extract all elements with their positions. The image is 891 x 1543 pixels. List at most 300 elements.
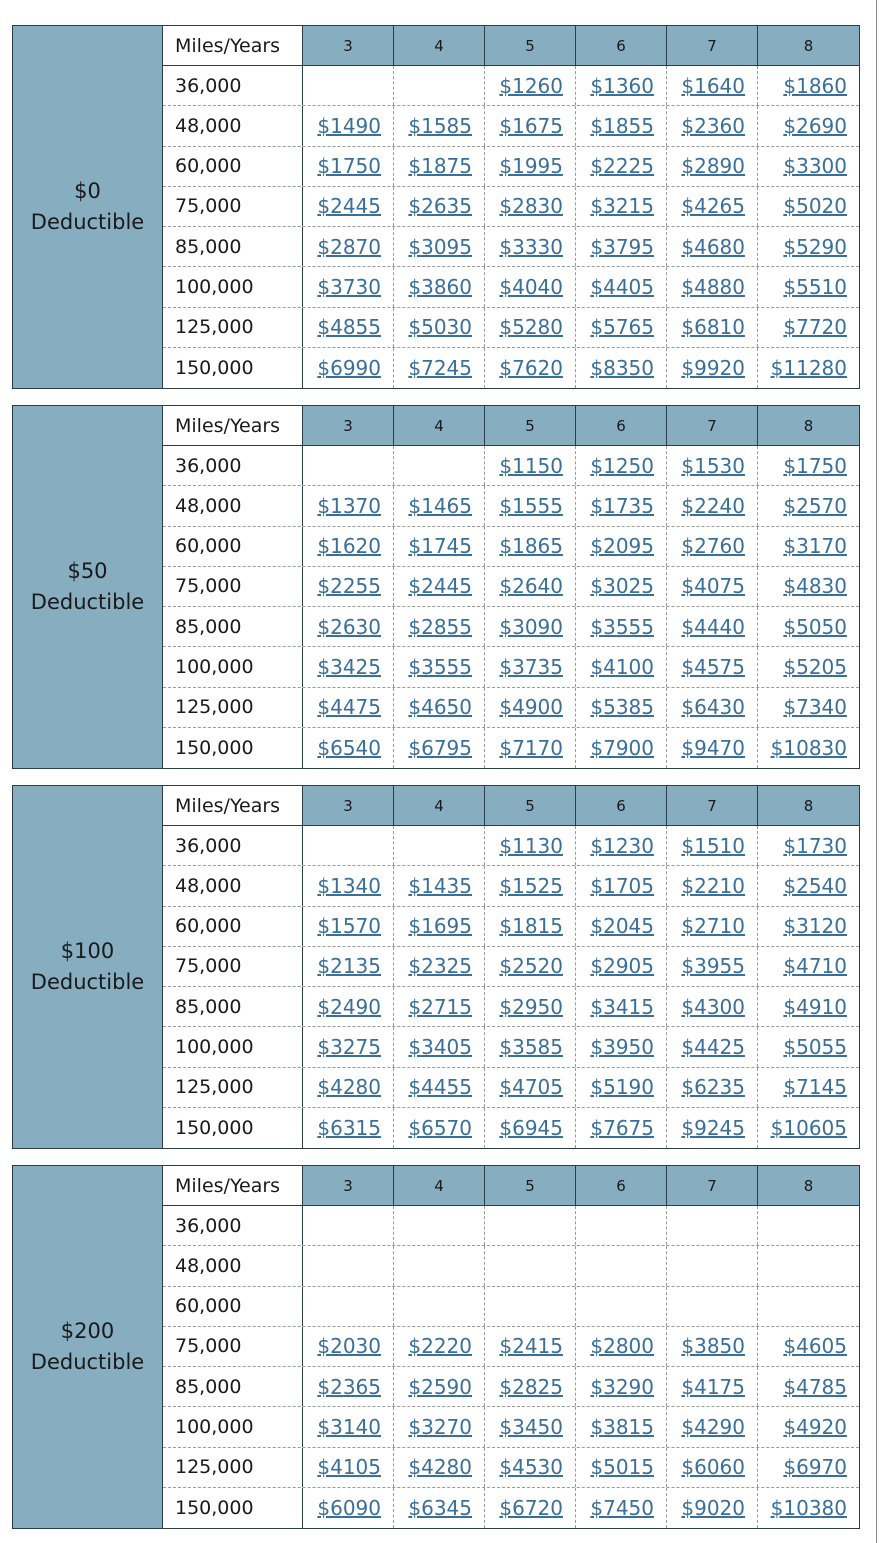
price-link[interactable]: $9470 xyxy=(681,735,745,760)
price-link[interactable]: $6720 xyxy=(499,1495,563,1520)
price-link[interactable]: $6795 xyxy=(408,735,472,760)
price-link[interactable]: $1150 xyxy=(499,453,563,478)
price-link[interactable]: $3585 xyxy=(499,1034,563,1059)
price-cell xyxy=(485,147,576,186)
year-header: 4 xyxy=(394,1166,485,1205)
price-link[interactable]: $7675 xyxy=(590,1115,654,1140)
price-link[interactable]: $2950 xyxy=(499,994,563,1019)
price-cell xyxy=(758,1027,859,1066)
price-link[interactable]: $3025 xyxy=(590,574,654,599)
header-row xyxy=(163,406,859,446)
price-link[interactable]: $4605 xyxy=(783,1334,847,1359)
table-row xyxy=(163,106,859,146)
price-link[interactable]: $8350 xyxy=(590,355,654,380)
price-link[interactable]: $5190 xyxy=(590,1075,654,1100)
table-row xyxy=(163,607,859,647)
price-link[interactable]: $2225 xyxy=(590,154,654,179)
table-row xyxy=(163,1206,859,1246)
price-cell xyxy=(485,227,576,266)
price-link[interactable]: $6970 xyxy=(783,1455,847,1480)
price-link[interactable]: $5205 xyxy=(783,654,847,679)
price-link[interactable]: $1995 xyxy=(499,154,563,179)
miles-cell: 150,000 xyxy=(163,728,303,768)
price-cell xyxy=(758,866,859,905)
table-row xyxy=(163,1488,859,1528)
price-link[interactable]: $4855 xyxy=(317,315,381,340)
price-cell xyxy=(576,1367,667,1406)
price-cell xyxy=(667,1488,758,1528)
price-link[interactable]: $2630 xyxy=(317,614,381,639)
price-cell xyxy=(667,688,758,727)
year-header: 3 xyxy=(303,26,394,65)
price-link[interactable]: $2365 xyxy=(317,1374,381,1399)
miles-cell: 48,000 xyxy=(163,106,303,145)
price-cell xyxy=(485,1027,576,1066)
price-cell xyxy=(394,1068,485,1107)
price-link[interactable]: $5030 xyxy=(408,315,472,340)
price-cell xyxy=(303,106,394,145)
price-link[interactable]: $2635 xyxy=(408,194,472,219)
price-link[interactable]: $1490 xyxy=(317,113,381,138)
price-link[interactable]: $3270 xyxy=(408,1414,472,1439)
miles-cell: 36,000 xyxy=(163,446,303,485)
price-link[interactable]: $4910 xyxy=(783,994,847,1019)
price-grid xyxy=(163,26,859,388)
price-link[interactable]: $1705 xyxy=(590,873,654,898)
price-link[interactable]: $5280 xyxy=(499,315,563,340)
year-header: 6 xyxy=(576,1166,667,1205)
miles-cell: 100,000 xyxy=(163,1027,303,1066)
price-link[interactable]: $3290 xyxy=(590,1374,654,1399)
price-cell xyxy=(394,446,485,485)
price-cell xyxy=(303,1206,394,1245)
price-link[interactable]: $1230 xyxy=(590,833,654,858)
price-cell xyxy=(576,486,667,525)
price-link[interactable]: $10380 xyxy=(770,1495,847,1520)
table-row xyxy=(163,647,859,687)
price-link[interactable]: $6060 xyxy=(681,1455,745,1480)
price-cell xyxy=(303,688,394,727)
price-cell xyxy=(758,1287,859,1326)
price-cell xyxy=(485,567,576,606)
price-link[interactable]: $5765 xyxy=(590,315,654,340)
price-link[interactable]: $2415 xyxy=(499,1334,563,1359)
price-cell xyxy=(394,1108,485,1148)
price-link[interactable]: $3555 xyxy=(408,654,472,679)
price-cell xyxy=(667,1407,758,1446)
price-link[interactable]: $10830 xyxy=(770,735,847,760)
price-cell xyxy=(394,1327,485,1366)
price-link[interactable]: $1675 xyxy=(499,113,563,138)
year-header: 4 xyxy=(394,406,485,445)
price-link[interactable]: $1815 xyxy=(499,914,563,939)
price-cell xyxy=(394,348,485,388)
price-cell xyxy=(576,567,667,606)
price-link[interactable]: $1340 xyxy=(317,873,381,898)
miles-cell: 75,000 xyxy=(163,947,303,986)
price-link[interactable]: $10605 xyxy=(770,1115,847,1140)
price-link[interactable]: $6235 xyxy=(681,1075,745,1100)
table-row xyxy=(163,486,859,526)
price-link[interactable]: $1620 xyxy=(317,534,381,559)
price-link[interactable]: $7900 xyxy=(590,735,654,760)
price-cell xyxy=(576,227,667,266)
miles-years-header: Miles/Years xyxy=(163,786,303,825)
price-link[interactable]: $1750 xyxy=(317,154,381,179)
price-link[interactable]: $1130 xyxy=(499,833,563,858)
price-link[interactable]: $1510 xyxy=(681,833,745,858)
price-cell xyxy=(394,567,485,606)
price-cell xyxy=(576,907,667,946)
price-link[interactable]: $9245 xyxy=(681,1115,745,1140)
year-header: 3 xyxy=(303,406,394,445)
price-cell xyxy=(576,1488,667,1528)
price-link[interactable]: $2325 xyxy=(408,954,472,979)
price-cell xyxy=(303,1407,394,1446)
price-link[interactable]: $5385 xyxy=(590,695,654,720)
price-cell xyxy=(303,147,394,186)
table-row xyxy=(163,907,859,947)
price-link[interactable]: $1585 xyxy=(408,113,472,138)
price-link[interactable]: $7450 xyxy=(590,1495,654,1520)
price-link[interactable]: $3215 xyxy=(590,194,654,219)
price-link[interactable]: $1855 xyxy=(590,113,654,138)
price-cell xyxy=(758,1108,859,1148)
price-cell xyxy=(758,187,859,226)
price-link[interactable]: $1745 xyxy=(408,534,472,559)
price-link[interactable]: $6090 xyxy=(317,1495,381,1520)
miles-cell: 85,000 xyxy=(163,987,303,1026)
price-cell xyxy=(485,866,576,905)
miles-cell: 48,000 xyxy=(163,486,303,525)
price-link[interactable]: $1250 xyxy=(590,453,654,478)
table-row xyxy=(163,66,859,106)
price-cell xyxy=(576,106,667,145)
price-cell xyxy=(758,1246,859,1285)
price-link[interactable]: $6345 xyxy=(408,1495,472,1520)
price-link[interactable]: $3815 xyxy=(590,1414,654,1439)
miles-cell: 100,000 xyxy=(163,267,303,306)
price-cell xyxy=(667,1206,758,1245)
price-cell xyxy=(576,187,667,226)
price-link[interactable]: $7620 xyxy=(499,355,563,380)
price-link[interactable]: $1465 xyxy=(408,493,472,518)
price-link[interactable]: $6990 xyxy=(317,355,381,380)
price-cell xyxy=(667,1246,758,1285)
price-link[interactable]: $3555 xyxy=(590,614,654,639)
table-row xyxy=(163,688,859,728)
price-link[interactable]: $3140 xyxy=(317,1414,381,1439)
price-link[interactable]: $1260 xyxy=(499,73,563,98)
price-cell xyxy=(667,147,758,186)
price-link[interactable]: $2255 xyxy=(317,574,381,599)
price-link[interactable]: $4440 xyxy=(681,614,745,639)
price-link[interactable]: $2690 xyxy=(783,113,847,138)
price-cell xyxy=(303,308,394,347)
price-link[interactable]: $4475 xyxy=(317,695,381,720)
price-cell xyxy=(576,527,667,566)
price-link[interactable]: $4075 xyxy=(681,574,745,599)
price-link[interactable]: $3415 xyxy=(590,994,654,1019)
price-cell xyxy=(303,728,394,768)
deductible-label: Deductible xyxy=(30,590,145,614)
year-header: 7 xyxy=(667,786,758,825)
table-row xyxy=(163,348,859,388)
price-link[interactable]: $2445 xyxy=(317,194,381,219)
price-link[interactable]: $7720 xyxy=(783,315,847,340)
price-link[interactable]: $5290 xyxy=(783,234,847,259)
price-link[interactable]: $2825 xyxy=(499,1374,563,1399)
price-link[interactable]: $4105 xyxy=(317,1455,381,1480)
price-link[interactable]: $2715 xyxy=(408,994,472,1019)
price-link[interactable]: $2800 xyxy=(590,1334,654,1359)
price-link[interactable]: $2220 xyxy=(408,1334,472,1359)
price-link[interactable]: $2135 xyxy=(317,954,381,979)
price-link[interactable]: $1695 xyxy=(408,914,472,939)
miles-cell: 85,000 xyxy=(163,607,303,646)
price-cell xyxy=(758,688,859,727)
price-cell xyxy=(303,907,394,946)
price-link[interactable]: $2640 xyxy=(499,574,563,599)
price-link[interactable]: $4100 xyxy=(590,654,654,679)
price-cell xyxy=(758,308,859,347)
table-row xyxy=(163,567,859,607)
price-link[interactable]: $6570 xyxy=(408,1115,472,1140)
price-link[interactable]: $4880 xyxy=(681,274,745,299)
miles-cell: 125,000 xyxy=(163,1448,303,1487)
price-cell xyxy=(485,1068,576,1107)
price-cell xyxy=(758,826,859,865)
price-link[interactable]: $3330 xyxy=(499,234,563,259)
price-link[interactable]: $4175 xyxy=(681,1374,745,1399)
price-link[interactable]: $7245 xyxy=(408,355,472,380)
header-row xyxy=(163,26,859,66)
miles-cell: 75,000 xyxy=(163,187,303,226)
price-cell xyxy=(667,66,758,105)
miles-cell: 60,000 xyxy=(163,527,303,566)
price-cell xyxy=(303,567,394,606)
price-link[interactable]: $4900 xyxy=(499,695,563,720)
price-link[interactable]: $1555 xyxy=(499,493,563,518)
price-cell xyxy=(394,267,485,306)
price-link[interactable]: $4710 xyxy=(783,954,847,979)
price-grid xyxy=(163,1166,859,1528)
price-link[interactable]: $3170 xyxy=(783,534,847,559)
price-link[interactable]: $2905 xyxy=(590,954,654,979)
price-link[interactable]: $9020 xyxy=(681,1495,745,1520)
price-cell xyxy=(667,106,758,145)
price-link[interactable]: $2240 xyxy=(681,493,745,518)
price-link[interactable]: $1735 xyxy=(590,493,654,518)
price-link[interactable]: $6430 xyxy=(681,695,745,720)
price-link[interactable]: $4425 xyxy=(681,1034,745,1059)
price-cell xyxy=(303,1488,394,1528)
price-link[interactable]: $2830 xyxy=(499,194,563,219)
price-link[interactable]: $5020 xyxy=(783,194,847,219)
price-link[interactable]: $2570 xyxy=(783,493,847,518)
price-link[interactable]: $7170 xyxy=(499,735,563,760)
miles-cell: 36,000 xyxy=(163,826,303,865)
price-link[interactable]: $6810 xyxy=(681,315,745,340)
miles-cell: 125,000 xyxy=(163,688,303,727)
price-link[interactable]: $4785 xyxy=(783,1374,847,1399)
price-link[interactable]: $1370 xyxy=(317,493,381,518)
price-link[interactable]: $1730 xyxy=(783,833,847,858)
price-link[interactable]: $3275 xyxy=(317,1034,381,1059)
price-cell xyxy=(303,348,394,388)
price-link[interactable]: $1570 xyxy=(317,914,381,939)
price-link[interactable]: $5015 xyxy=(590,1455,654,1480)
price-link[interactable]: $1530 xyxy=(681,453,745,478)
price-cell xyxy=(394,607,485,646)
price-cell xyxy=(576,1448,667,1487)
price-link[interactable]: $3860 xyxy=(408,274,472,299)
price-link[interactable]: $4830 xyxy=(783,574,847,599)
price-cell xyxy=(485,1206,576,1245)
price-cell xyxy=(485,446,576,485)
price-link[interactable]: $5050 xyxy=(783,614,847,639)
price-cell xyxy=(394,826,485,865)
price-link[interactable]: $4920 xyxy=(783,1414,847,1439)
price-cell xyxy=(303,187,394,226)
miles-cell: 150,000 xyxy=(163,1488,303,1528)
price-link[interactable]: $4455 xyxy=(408,1075,472,1100)
price-cell xyxy=(485,607,576,646)
table-row xyxy=(163,527,859,567)
price-link[interactable]: $2045 xyxy=(590,914,654,939)
price-cell xyxy=(758,227,859,266)
price-link[interactable]: $3095 xyxy=(408,234,472,259)
price-link[interactable]: $3955 xyxy=(681,954,745,979)
year-header: 6 xyxy=(576,786,667,825)
price-link[interactable]: $3090 xyxy=(499,614,563,639)
price-cell xyxy=(758,1068,859,1107)
price-cell xyxy=(394,1206,485,1245)
deductible-sidebar xyxy=(13,1166,163,1528)
price-cell xyxy=(394,947,485,986)
price-cell xyxy=(303,1246,394,1285)
price-cell xyxy=(758,1448,859,1487)
price-link[interactable]: $4265 xyxy=(681,194,745,219)
price-cell xyxy=(394,66,485,105)
price-link[interactable]: $2590 xyxy=(408,1374,472,1399)
price-link[interactable]: $2540 xyxy=(783,873,847,898)
price-link[interactable]: $3950 xyxy=(590,1034,654,1059)
price-link[interactable]: $4530 xyxy=(499,1455,563,1480)
price-link[interactable]: $6945 xyxy=(499,1115,563,1140)
price-link[interactable]: $2710 xyxy=(681,914,745,939)
price-link[interactable]: $4040 xyxy=(499,274,563,299)
price-cell xyxy=(303,267,394,306)
price-link[interactable]: $2760 xyxy=(681,534,745,559)
price-link[interactable]: $3120 xyxy=(783,914,847,939)
price-cell xyxy=(758,1367,859,1406)
price-link[interactable]: $2890 xyxy=(681,154,745,179)
price-link[interactable]: $2095 xyxy=(590,534,654,559)
price-link[interactable]: $6540 xyxy=(317,735,381,760)
price-link[interactable]: $1435 xyxy=(408,873,472,898)
price-cell xyxy=(394,106,485,145)
price-link[interactable]: $2870 xyxy=(317,234,381,259)
year-header: 5 xyxy=(485,406,576,445)
price-link[interactable]: $1875 xyxy=(408,154,472,179)
price-cell xyxy=(576,607,667,646)
price-link[interactable]: $3850 xyxy=(681,1334,745,1359)
price-link[interactable]: $2490 xyxy=(317,994,381,1019)
price-link[interactable]: $2520 xyxy=(499,954,563,979)
price-link[interactable]: $4650 xyxy=(408,695,472,720)
price-link[interactable]: $1640 xyxy=(681,73,745,98)
price-cell xyxy=(303,1448,394,1487)
price-link[interactable]: $3300 xyxy=(783,154,847,179)
price-link[interactable]: $3425 xyxy=(317,654,381,679)
price-cell xyxy=(667,1287,758,1326)
price-link[interactable]: $11280 xyxy=(770,355,847,380)
price-cell xyxy=(303,1287,394,1326)
price-cell xyxy=(303,446,394,485)
price-link[interactable]: $5055 xyxy=(783,1034,847,1059)
price-cell xyxy=(394,147,485,186)
price-cell xyxy=(485,1108,576,1148)
price-cell xyxy=(758,987,859,1026)
price-link[interactable]: $1860 xyxy=(783,73,847,98)
price-cell xyxy=(576,728,667,768)
price-link[interactable]: $3735 xyxy=(499,654,563,679)
price-link[interactable]: $1750 xyxy=(783,453,847,478)
price-link[interactable]: $7340 xyxy=(783,695,847,720)
price-cell xyxy=(667,567,758,606)
price-link[interactable]: $1525 xyxy=(499,873,563,898)
price-link[interactable]: $4280 xyxy=(317,1075,381,1100)
year-header: 7 xyxy=(667,406,758,445)
price-link[interactable]: $4575 xyxy=(681,654,745,679)
price-link[interactable]: $4300 xyxy=(681,994,745,1019)
price-cell xyxy=(485,106,576,145)
price-link[interactable]: $4705 xyxy=(499,1075,563,1100)
price-link[interactable]: $2855 xyxy=(408,614,472,639)
price-link[interactable]: $4680 xyxy=(681,234,745,259)
price-cell xyxy=(576,947,667,986)
price-link[interactable]: $3450 xyxy=(499,1414,563,1439)
miles-cell: 100,000 xyxy=(163,1407,303,1446)
price-cell xyxy=(485,1327,576,1366)
price-link[interactable]: $3795 xyxy=(590,234,654,259)
price-link[interactable]: $2445 xyxy=(408,574,472,599)
price-link[interactable]: $2360 xyxy=(681,113,745,138)
price-link[interactable]: $9920 xyxy=(681,355,745,380)
price-cell xyxy=(758,567,859,606)
price-link[interactable]: $5510 xyxy=(783,274,847,299)
price-cell xyxy=(394,688,485,727)
price-link[interactable]: $4405 xyxy=(590,274,654,299)
price-cell xyxy=(485,1488,576,1528)
price-link[interactable]: $2210 xyxy=(681,873,745,898)
price-link[interactable]: $3405 xyxy=(408,1034,472,1059)
price-cell xyxy=(303,866,394,905)
price-link[interactable]: $2030 xyxy=(317,1334,381,1359)
table-row xyxy=(163,1407,859,1447)
price-grid xyxy=(163,406,859,768)
year-header: 8 xyxy=(803,36,814,55)
price-link[interactable]: $4280 xyxy=(408,1455,472,1480)
price-link[interactable]: $3730 xyxy=(317,274,381,299)
price-link[interactable]: $6315 xyxy=(317,1115,381,1140)
price-link[interactable]: $7145 xyxy=(783,1075,847,1100)
price-link[interactable]: $1865 xyxy=(499,534,563,559)
price-cell xyxy=(667,728,758,768)
price-link[interactable]: $1360 xyxy=(590,73,654,98)
price-link[interactable]: $4290 xyxy=(681,1414,745,1439)
